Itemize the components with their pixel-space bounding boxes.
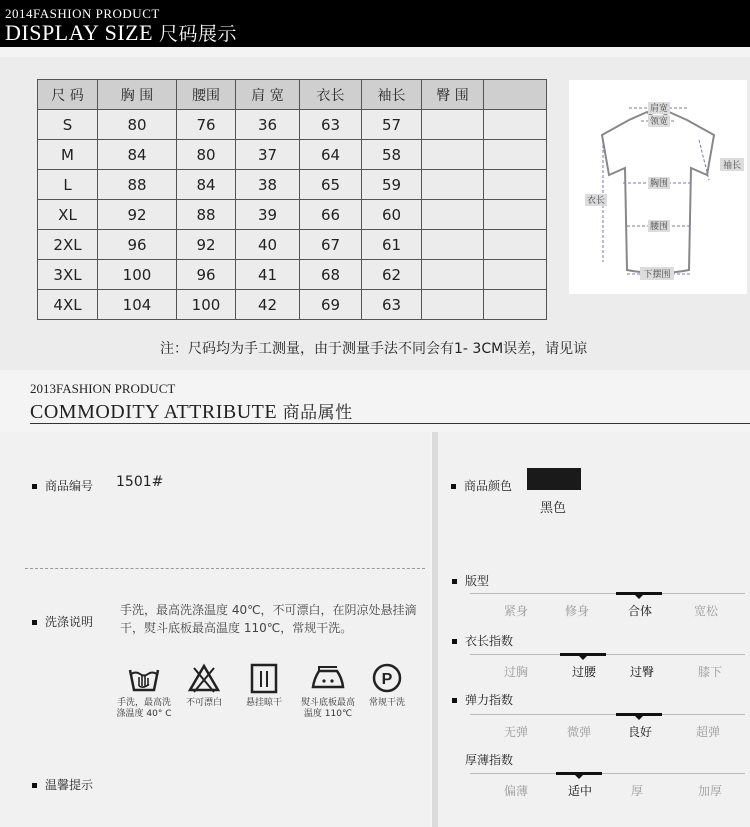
length-scale (470, 654, 745, 679)
cell: 80 (98, 110, 177, 140)
commodity-attribute-header (30, 381, 353, 424)
divider-line (25, 568, 425, 569)
dry-clean-caption: 常规干洗 (368, 698, 405, 708)
cell: 40 (236, 230, 300, 260)
cell (422, 110, 484, 140)
cell: 2XL (38, 230, 98, 260)
hand-wash-caption: 手洗，最高洗涤温度 40° C (116, 698, 172, 719)
fit-option: 紧身 (503, 604, 528, 618)
product-code-value: 1501# (116, 474, 164, 490)
header-title-cn: 尺码展示 (159, 23, 238, 45)
cell: 61 (362, 230, 422, 260)
elastic-label: 弹力指数 (452, 691, 513, 708)
section-divider (30, 423, 750, 424)
cell: 66 (300, 200, 362, 230)
elastic-scale (470, 714, 745, 739)
cell: 67 (300, 230, 362, 260)
cell: 84 (177, 170, 236, 200)
cell: 63 (362, 290, 422, 320)
table-row (38, 170, 547, 200)
cell (484, 290, 547, 320)
cell: 63 (300, 110, 362, 140)
cell: 76 (177, 110, 236, 140)
fit-option-selected: 合体 (627, 604, 652, 618)
no-bleach-caption: 不可漂白 (185, 698, 222, 708)
cell: 60 (362, 200, 422, 230)
cell: 88 (98, 170, 177, 200)
product-code-label: 商品编号 (32, 477, 93, 494)
elastic-option: 微弹 (566, 725, 591, 739)
thickness-marker (556, 772, 602, 775)
cell: 59 (362, 170, 422, 200)
no-bleach-icon (180, 662, 228, 709)
header-title-en: DISPLAY SIZE (5, 20, 154, 45)
cell: S (38, 110, 98, 140)
cell (422, 260, 484, 290)
tshirt-outline-icon (569, 80, 747, 294)
thickness-option: 加厚 (697, 784, 722, 798)
cell: 92 (98, 200, 177, 230)
cell: 68 (300, 260, 362, 290)
cell: 4XL (38, 290, 98, 320)
cell: 84 (98, 140, 177, 170)
cell (484, 230, 547, 260)
diagram-neck-label: 领宽 (649, 117, 669, 127)
wash-instructions-text: 手洗，最高洗涤温度 40℃，不可漂白，在阴凉处悬挂滴干，熨斗底板最高温度 110℃，常规干洗。 (120, 603, 417, 635)
cell: M (38, 140, 98, 170)
thickness-label: 厚薄指数 (465, 753, 514, 767)
cell: 37 (236, 140, 300, 170)
cell (484, 170, 547, 200)
col-extra (484, 80, 547, 110)
iron-icon (300, 662, 356, 720)
cell: 3XL (38, 260, 98, 290)
iron-caption: 熨斗底板最高温度 110℃ (300, 698, 355, 719)
cell: 42 (236, 290, 300, 320)
col-shoulder: 肩 宽 (236, 80, 300, 110)
cell: 65 (300, 170, 362, 200)
size-note: 注：尺码均为手工测量，由于测量手法不同会有1- 3CM误差，请见谅 (160, 341, 588, 357)
table-row (38, 200, 547, 230)
cell: 62 (362, 260, 422, 290)
col-chest: 胸 围 (98, 80, 177, 110)
cell: 69 (300, 290, 362, 320)
diagram-shoulder-label: 肩宽 (649, 104, 669, 114)
cell: 80 (177, 140, 236, 170)
cell (484, 110, 547, 140)
diagram-hem-label: 下摆围 (643, 270, 671, 280)
col-waist: 腰围 (177, 80, 236, 110)
col-hip: 臀 围 (422, 80, 484, 110)
display-size-header (0, 0, 750, 47)
length-option: 过胸 (503, 665, 528, 679)
cell (422, 230, 484, 260)
cell: 100 (98, 260, 177, 290)
table-row (38, 110, 547, 140)
attr-title (30, 398, 353, 424)
elastic-option: 无弹 (503, 725, 528, 739)
cell: 64 (300, 140, 362, 170)
diagram-sleeve-label: 袖长 (722, 161, 742, 171)
hand-wash-icon (113, 662, 175, 720)
hang-dry-caption: 悬挂晾干 (245, 698, 282, 708)
cell: 57 (362, 110, 422, 140)
cell: 36 (236, 110, 300, 140)
thickness-option: 偏薄 (503, 784, 528, 798)
cell: 41 (236, 260, 300, 290)
color-swatch (527, 468, 581, 490)
length-option: 过臀 (629, 665, 654, 679)
cell: 39 (236, 200, 300, 230)
cell: XL (38, 200, 98, 230)
col-size: 尺 码 (38, 80, 98, 110)
attr-year-line: 2013FASHION PRODUCT (30, 381, 176, 396)
cell: 38 (236, 170, 300, 200)
cell: 96 (98, 230, 177, 260)
elastic-option: 超弹 (695, 725, 720, 739)
cell: 100 (177, 290, 236, 320)
product-color-value: 黑色 (540, 501, 567, 516)
elastic-option-selected: 良好 (627, 725, 652, 739)
cell: 58 (362, 140, 422, 170)
cell (484, 140, 547, 170)
table-row (38, 140, 547, 170)
product-color-label: 商品颜色 (451, 477, 512, 494)
tips-label: 温馨提示 (32, 776, 93, 793)
length-option-selected: 过腰 (571, 665, 596, 679)
diagram-length-label: 衣长 (586, 196, 606, 206)
cell (422, 170, 484, 200)
svg-text:P: P (381, 671, 393, 688)
cell (422, 290, 484, 320)
cell (422, 200, 484, 230)
fit-option: 宽松 (693, 604, 718, 618)
fit-marker (616, 592, 662, 595)
cell (422, 140, 484, 170)
length-marker (560, 653, 606, 656)
table-row (38, 260, 547, 290)
elastic-marker (616, 713, 662, 716)
attr-title-cn: 商品属性 (282, 403, 353, 423)
thickness-option: 厚 (630, 784, 643, 798)
attr-title-en: COMMODITY ATTRIBUTE (30, 401, 278, 423)
header-title (5, 19, 237, 46)
fit-option: 修身 (564, 604, 589, 618)
table-row (38, 290, 547, 320)
size-table (37, 79, 547, 320)
cell: 104 (98, 290, 177, 320)
thickness-scale (470, 773, 745, 798)
cell: 92 (177, 230, 236, 260)
diagram-waist-label: 腰围 (649, 222, 669, 232)
cell (484, 200, 547, 230)
diagram-chest-label: 胸围 (649, 179, 669, 189)
wash-instructions-label: 洗涤说明 (32, 613, 93, 630)
fit-label: 版型 (452, 572, 489, 589)
cell: 96 (177, 260, 236, 290)
hang-dry-icon (240, 662, 288, 709)
thickness-option-selected: 适中 (567, 784, 592, 798)
cell (484, 260, 547, 290)
cell: L (38, 170, 98, 200)
fit-scale (470, 593, 745, 618)
cell: 88 (177, 200, 236, 230)
measurement-diagram (569, 80, 747, 294)
col-sleeve: 袖长 (362, 80, 422, 110)
size-table-header (38, 80, 547, 110)
length-label: 衣长指数 (452, 632, 513, 649)
header-year-line: 2014FASHION PRODUCT (5, 6, 160, 21)
dry-clean-icon (363, 662, 411, 709)
length-option: 膝下 (697, 665, 722, 679)
col-length: 衣长 (300, 80, 362, 110)
table-row (38, 230, 547, 260)
